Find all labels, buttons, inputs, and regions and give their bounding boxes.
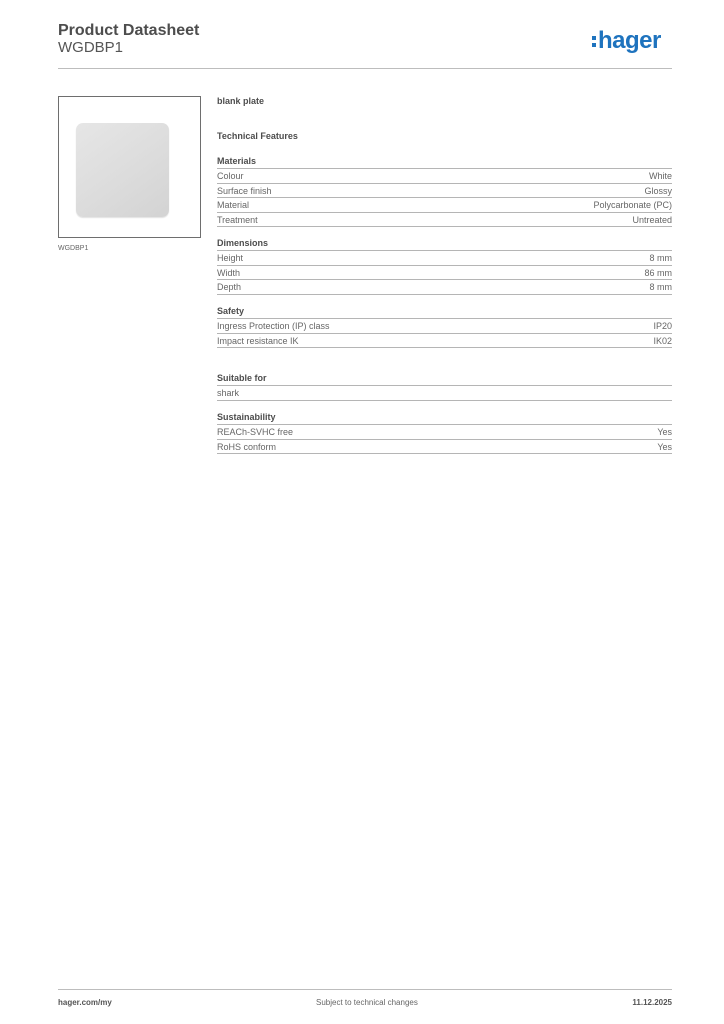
row-label: Depth <box>217 282 242 292</box>
row-label: Impact resistance IK <box>217 335 299 346</box>
table-row <box>217 319 672 334</box>
row-value: Yes <box>657 441 672 452</box>
row-label: Ingress Protection (IP) class <box>217 321 330 331</box>
hager-logo <box>592 26 661 56</box>
table-row <box>217 169 672 184</box>
row-label: Surface finish <box>217 185 272 196</box>
table-row <box>217 266 672 281</box>
page-title: Product Datasheet <box>58 22 200 39</box>
section-title: Dimensions <box>217 238 269 248</box>
row-label: REACh-SVHC free <box>217 427 294 437</box>
table-row <box>217 386 672 401</box>
footer-divider <box>58 989 672 990</box>
row-label: shark <box>217 388 240 398</box>
row-value: White <box>648 171 672 181</box>
section-materials <box>217 155 672 227</box>
section-dimensions <box>217 237 672 295</box>
row-label: Width <box>217 267 241 278</box>
row-value: Yes <box>657 427 672 437</box>
table-row <box>217 334 672 349</box>
row-label: Material <box>217 200 250 210</box>
section-title: Materials <box>217 156 257 166</box>
table-row <box>217 280 672 295</box>
table-row <box>217 213 672 228</box>
product-name: blank plate <box>217 96 265 106</box>
table-row <box>217 198 672 213</box>
row-label: Height <box>217 253 244 263</box>
section-title: Safety <box>217 306 245 316</box>
row-value: 86 mm <box>644 267 672 278</box>
table-row <box>217 251 672 266</box>
logo-text: hager <box>598 27 661 54</box>
blank-plate-image <box>76 123 169 217</box>
section-suitable-for <box>217 372 672 401</box>
footer-notice: Subject to technical changes <box>316 998 418 1007</box>
table-row <box>217 184 672 199</box>
row-label: Colour <box>217 171 244 181</box>
row-value: Polycarbonate (PC) <box>593 200 672 210</box>
table-row <box>217 440 672 455</box>
footer-website: hager.com/my <box>58 998 112 1007</box>
section-title: Sustainability <box>217 412 276 422</box>
logo-dots-icon <box>592 34 596 48</box>
section-sustainability <box>217 411 672 454</box>
row-label: RoHS conform <box>217 441 277 452</box>
row-value: IP20 <box>653 321 672 331</box>
footer-date: 11.12.2025 <box>632 998 672 1007</box>
product-image-caption: WGDBP1 <box>58 245 89 252</box>
row-label: Treatment <box>217 214 258 225</box>
product-code: WGDBP1 <box>58 39 124 56</box>
section-safety <box>217 305 672 348</box>
row-value: 8 mm <box>649 253 672 263</box>
header-divider <box>58 68 672 69</box>
table-row <box>217 425 672 440</box>
row-value: Untreated <box>632 214 672 225</box>
product-image-frame <box>58 96 201 238</box>
row-value: 8 mm <box>649 282 672 292</box>
section-title: Suitable for <box>217 373 267 383</box>
technical-features-heading: Technical Features <box>217 131 298 141</box>
row-value: Glossy <box>644 185 672 196</box>
row-value: IK02 <box>653 335 672 346</box>
